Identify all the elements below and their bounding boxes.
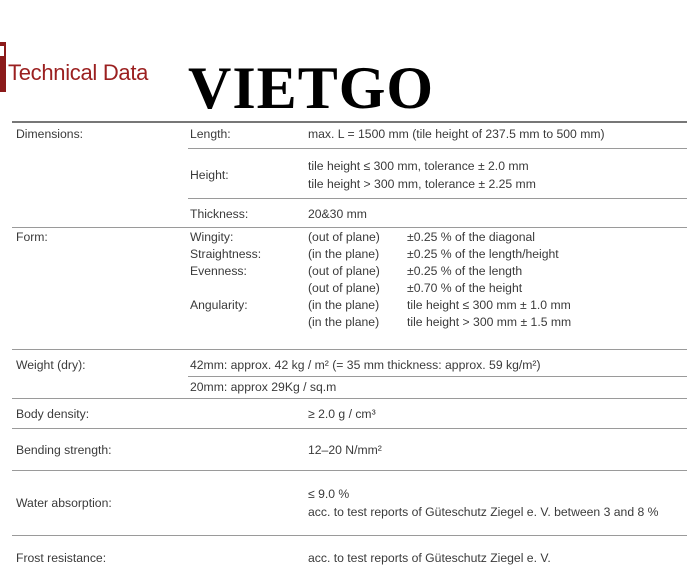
angularity-value-1: tile height ≤ 300 mm ± 1.0 mm xyxy=(407,298,571,312)
weight-value-1: 42mm: approx. 42 kg / m² (= 35 mm thickness: approx. 59 kg/m²) xyxy=(190,358,541,372)
wingity-plane: (out of plane) xyxy=(308,230,380,244)
evenness-value-2: ±0.70 % of the height xyxy=(407,281,523,295)
length-label: Length: xyxy=(190,127,231,141)
row-divider xyxy=(12,535,687,536)
row-divider xyxy=(12,349,687,350)
length-value: max. L = 1500 mm (tile height of 237.5 mm to 500 mm) xyxy=(308,127,605,141)
angularity-plane-2: (in the plane) xyxy=(308,315,380,329)
straightness-value: ±0.25 % of the length/height xyxy=(407,247,559,261)
frost-resistance-value: acc. to test reports of Güteschutz Ziegel e. V. xyxy=(308,551,551,565)
row-divider xyxy=(188,148,687,149)
body-density-value: ≥ 2.0 g / cm³ xyxy=(308,407,376,421)
wingity-label: Wingity: xyxy=(190,230,234,244)
row-divider xyxy=(12,227,687,228)
evenness-plane-2: (out of plane) xyxy=(308,281,380,295)
dimensions-label: Dimensions: xyxy=(16,127,84,141)
row-divider xyxy=(188,376,687,377)
row-divider xyxy=(12,428,687,429)
frost-resistance-label: Frost resistance: xyxy=(16,551,107,565)
height-value-2: tile height > 300 mm, tolerance ± 2.25 mm xyxy=(308,177,536,191)
evenness-value-1: ±0.25 % of the length xyxy=(407,264,523,278)
page-title: Technical Data xyxy=(8,60,149,85)
weight-value-2: 20mm: approx 29Kg / sq.m xyxy=(190,380,337,394)
heading-accent-notch xyxy=(0,46,4,56)
angularity-value-2: tile height > 300 mm ± 1.5 mm xyxy=(407,315,572,329)
table-top-rule xyxy=(12,121,687,123)
wingity-value: ±0.25 % of the diagonal xyxy=(407,230,535,244)
thickness-label: Thickness: xyxy=(190,207,249,221)
water-absorption-value-1: ≤ 9.0 % xyxy=(308,487,350,501)
row-divider xyxy=(188,198,687,199)
height-label: Height: xyxy=(190,168,229,182)
height-value-1: tile height ≤ 300 mm, tolerance ± 2.0 mm xyxy=(308,159,529,173)
angularity-plane-1: (in the plane) xyxy=(308,298,380,312)
straightness-plane: (in the plane) xyxy=(308,247,380,261)
body-density-label: Body density: xyxy=(16,407,90,421)
bending-strength-value: 12–20 N/mm² xyxy=(308,443,382,457)
form-label: Form: xyxy=(16,230,48,244)
weight-label: Weight (dry): xyxy=(16,358,86,372)
water-absorption-label: Water absorption: xyxy=(16,496,112,510)
evenness-plane-1: (out of plane) xyxy=(308,264,380,278)
water-absorption-value-2: acc. to test reports of Güteschutz Ziegel e. V. between 3 and 8 % xyxy=(308,505,659,519)
angularity-label: Angularity: xyxy=(190,298,248,312)
evenness-label: Evenness: xyxy=(190,264,247,278)
bending-strength-label: Bending strength: xyxy=(16,443,112,457)
thickness-value: 20&30 mm xyxy=(308,207,367,221)
row-divider xyxy=(12,398,687,399)
vietgo-logo: VIETGO xyxy=(188,55,435,121)
row-divider xyxy=(12,470,687,471)
straightness-label: Straightness: xyxy=(190,247,262,261)
